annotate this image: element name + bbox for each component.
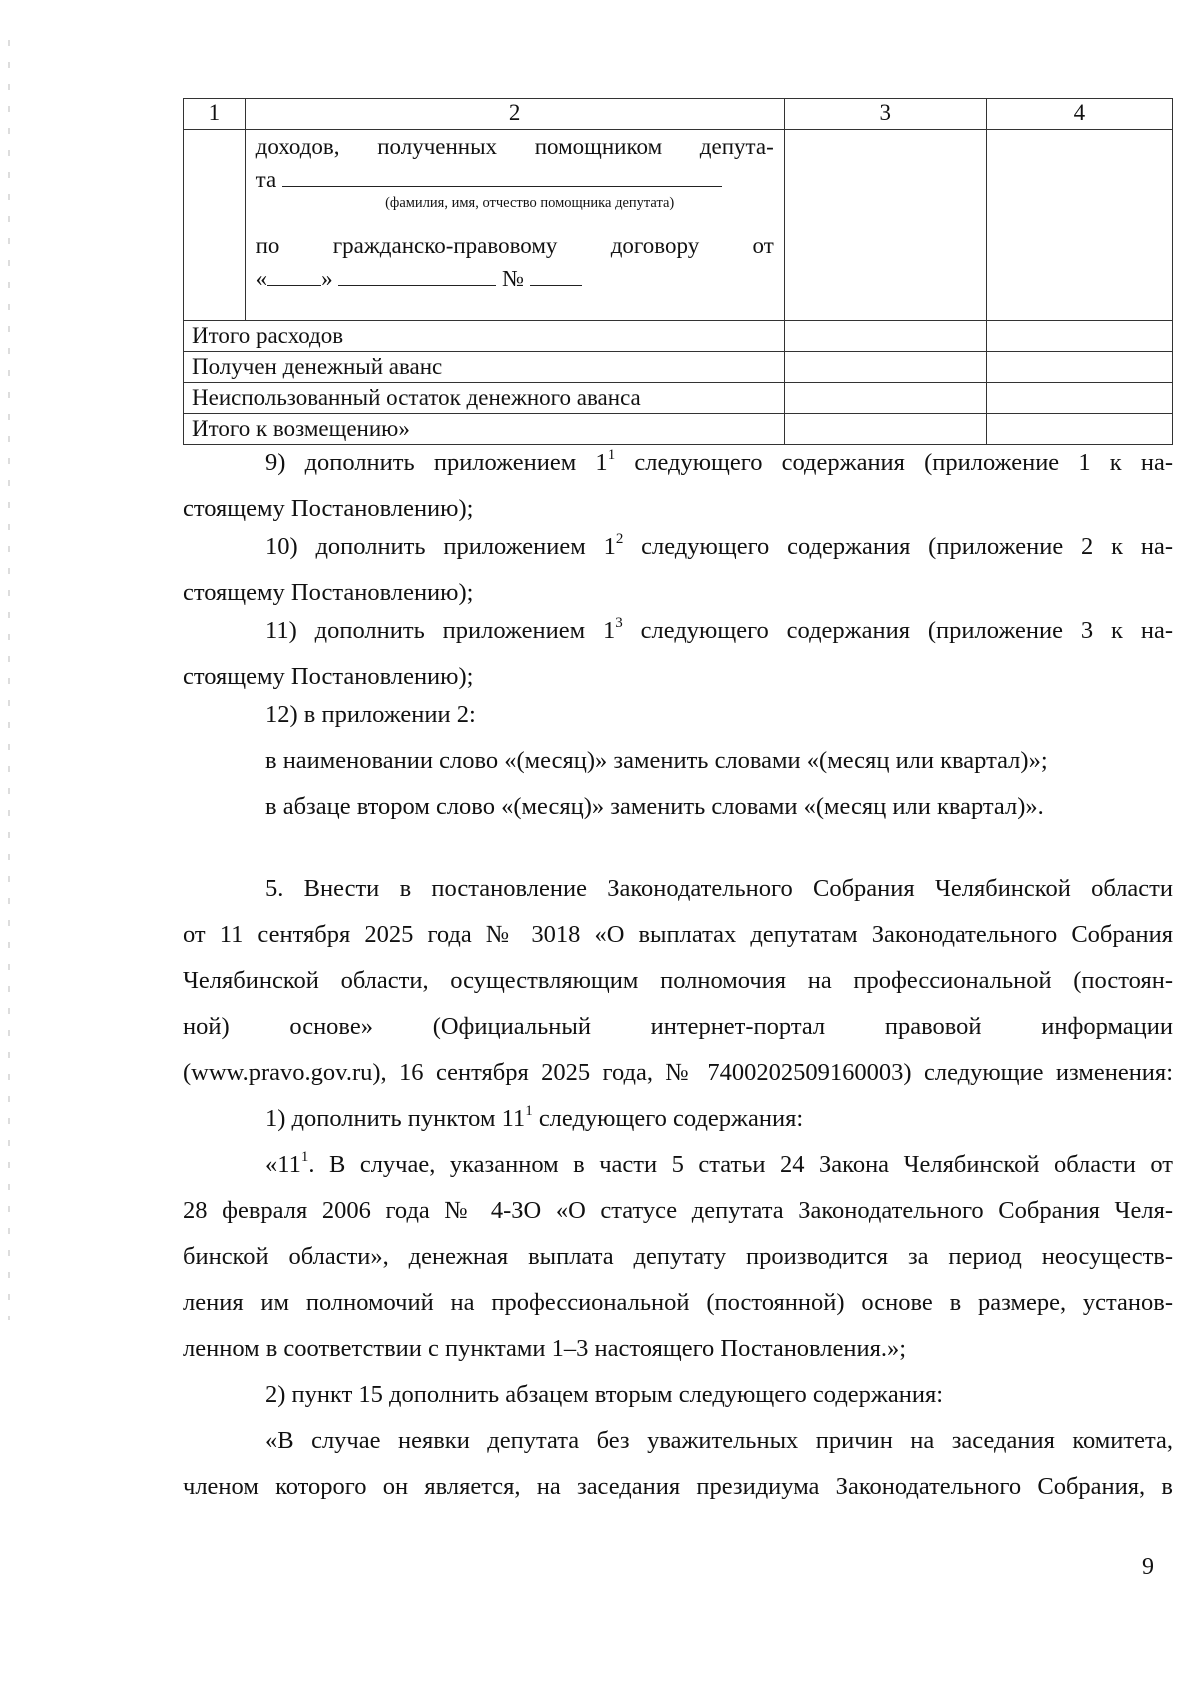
item-10-text-b: следующего содержания (приложение 2 к на-: [623, 533, 1173, 560]
contract-number-blank: [530, 263, 582, 286]
item-9-text-b: следующего содержания (приложение 1 к на-: [615, 449, 1173, 476]
point-2-line: [183, 1372, 1173, 1418]
item-12: [183, 692, 1173, 830]
assistant-name-caption: (фамилия, имя, отчество помощника депутата): [385, 195, 675, 211]
assistant-name-blank: [282, 164, 722, 187]
point-2-text: 2) пункт 15 дополнить абзацем вторым следующего содержания:: [265, 1381, 944, 1408]
quote-11-line-5: ленном в соответствии с пунктами 1–3 настоящего Постановления.»;: [183, 1335, 907, 1362]
summary-row-unused-advance: [184, 383, 1173, 414]
point-1-superscript: 1: [525, 1102, 533, 1119]
header-col-3: 3: [784, 99, 986, 130]
scan-edge-artifact: [8, 40, 10, 1320]
item-11-text-a: 11) дополнить приложением 1: [265, 617, 616, 644]
contract-number-sign: №: [502, 266, 525, 291]
item-11-superscript: 3: [615, 614, 623, 631]
item-10-line-2: стоящему Постановлению);: [183, 579, 474, 606]
item-11-line-2: стоящему Постановлению);: [183, 663, 474, 690]
summary-label: Итого расходов: [184, 321, 785, 352]
body-cell-2: [245, 130, 784, 321]
header-col-1: 1: [184, 99, 246, 130]
item-12-text-b: в абзаце втором слово «(месяц)» заменить словами «(месяц или квартал)».: [265, 793, 1044, 820]
item-12-text: 12) в приложении 2:: [265, 701, 476, 728]
item-11-text-b: следующего содержания (приложение 3 к на-: [622, 617, 1173, 644]
month-blank: [338, 263, 496, 286]
page-number: 9: [1142, 1554, 1154, 1580]
summary-value: [986, 321, 1172, 352]
point-1-text-b: следующего содержания:: [532, 1105, 804, 1132]
expense-table: [183, 98, 1173, 445]
item-12-text-a: в наименовании слово «(месяц)» заменить словами «(месяц или квартал)»;: [265, 747, 1048, 774]
quote-11-line-2: 28 февраля 2006 года № 4-ЗО «О статусе депутата Законодательного Собрания Челя-: [183, 1197, 1173, 1224]
body-cell-1: [184, 130, 246, 321]
date-open-quote: «: [255, 266, 268, 291]
contract-line: [256, 229, 774, 263]
quote-11-line-3: бинской области», денежная выплата депутату производится за период неосуществ-: [183, 1243, 1173, 1270]
summary-value: [784, 352, 986, 383]
section-5-line-1: [183, 866, 1173, 912]
summary-value: [784, 383, 986, 414]
quote-11-text-a: «11: [265, 1151, 301, 1178]
table-body-row: [184, 130, 1173, 321]
contract-word-2: гражданско-правовому: [332, 233, 558, 258]
header-col-2: 2: [245, 99, 784, 130]
item-11-line-1: [183, 608, 1173, 654]
contract-word-3: договору: [610, 233, 700, 258]
assistant-income-line: доходов, полученных помощником депута-: [255, 134, 774, 159]
summary-row-advance-received: [184, 352, 1173, 383]
section-5-line-3: Челябинской области, осуществляющим полномочия на профессиональной (постоян-: [183, 967, 1173, 994]
quote-15-line-2: членом которого он является, на заседания президиума Законодательного Собрания, в: [183, 1473, 1173, 1500]
contract-date-line: [256, 263, 774, 294]
contract-word-4: от: [752, 233, 774, 258]
header-col-4: 4: [986, 99, 1172, 130]
summary-value: [784, 321, 986, 352]
table-header-row: [184, 99, 1173, 130]
item-12-line-2: [183, 738, 1173, 784]
section-5-text-1: 5. Внести в постановление Законодательного Собрания Челябинской области: [265, 875, 1173, 902]
section-5-line-5: (www.pravo.gov.ru), 16 сентября 2025 года, № 7400202509160003) следующие изменения:: [183, 1059, 1173, 1086]
point-1-line: [183, 1096, 1173, 1142]
summary-value: [986, 352, 1172, 383]
section-5-line-2: от 11 сентября 2025 года № 3018 «О выплатах депутатам Законодательного Собрания: [183, 921, 1173, 948]
item-9: [183, 440, 1173, 532]
date-close-quote: »: [321, 266, 333, 291]
item-10: [183, 524, 1173, 616]
summary-label: Неиспользованный остаток денежного аванса: [184, 383, 785, 414]
quote-15-text-1: «В случае неявки депутата без уважительных причин на заседания комитета,: [265, 1427, 1173, 1454]
quote-11-line-4: ления им полномочий на профессиональной (постоянной) основе в размере, установ-: [183, 1289, 1173, 1316]
item-9-line-1: [183, 440, 1173, 486]
item-11: [183, 608, 1173, 700]
summary-value: [986, 383, 1172, 414]
quote-11-text-b: . В случае, указанном в части 5 статьи 24 Закона Челябинской области от: [308, 1151, 1173, 1178]
assistant-name-prefix: та: [255, 167, 277, 192]
item-12-line-3: [183, 784, 1173, 830]
item-9-superscript: 1: [607, 446, 616, 463]
item-10-text-a: 10) дополнить приложением 1: [265, 533, 616, 560]
quote-11-superscript: 1: [300, 1148, 309, 1165]
item-10-superscript: 2: [615, 530, 624, 547]
section-5-paragraph: [183, 866, 1173, 1510]
item-10-line-1: [183, 524, 1173, 570]
quote-15-line-1: [183, 1418, 1173, 1464]
body-cell-4: [986, 130, 1172, 321]
item-9-text-a: 9) дополнить приложением 1: [265, 449, 608, 476]
point-1-text-a: 1) дополнить пунктом 11: [265, 1105, 526, 1132]
summary-row-total-expenses: [184, 321, 1173, 352]
quote-11-line-1: [183, 1142, 1173, 1188]
day-blank: [267, 263, 321, 286]
section-5-line-4: ной) основе» (Официальный интернет-портал правовой информации: [183, 1013, 1173, 1040]
summary-label: Получен денежный аванс: [184, 352, 785, 383]
item-9-line-2: стоящему Постановлению);: [183, 495, 474, 522]
item-12-line-1: [183, 692, 1173, 738]
summary-label: Итого к возмещению»: [184, 414, 785, 445]
body-cell-3: [784, 130, 986, 321]
assistant-name-line: [256, 164, 774, 195]
contract-word-1: по: [255, 233, 280, 258]
